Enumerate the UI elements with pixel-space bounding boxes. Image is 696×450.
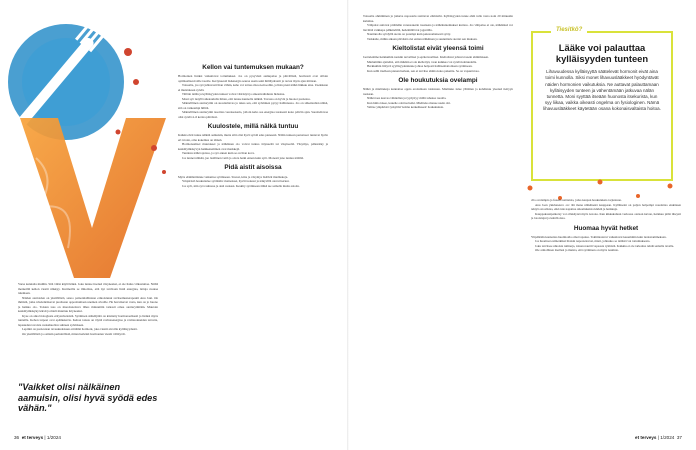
section-heading: Kuulostele, millä nälkä tuntuu	[207, 123, 299, 131]
body-paragraph: Nälkä ja mielitekoja kannattaa oppia erottamaan toisistaan. Mieliteko tulee yllättäen ja kohdistuu yleensä tiettyyn ruokaan.	[363, 87, 513, 96]
pull-quote: "Vaikket olisi nälkäinen aamuisin, olisi hyvä syödä edes vähän."	[18, 382, 158, 414]
body-paragraph: Mielummin ajattelisi, että mikään ei ole kiellettyä, vaan kaikkea voi syödä kohtuudella.	[367, 59, 477, 64]
body-paragraph: Tunnista nälkä ajoissa, ja syö ennen kuin se on liian kova.	[182, 151, 255, 156]
right-page-column-2	[531, 198, 681, 430]
page-gutter	[347, 0, 349, 450]
body-paragraph: Ympäristö houkuttelee syömään: mainokset, hyvät tuoksut ja näkyvillä olevat herkut.	[182, 179, 290, 184]
page-number: 36	[14, 435, 20, 440]
body-paragraph: Toisaalta ahmiminen ja jatkuva napostelu rasittavat elimistöä. Kylläisyyden tunne ehtii tulla vasta noin 20 minuutin kuluttua.	[363, 14, 513, 23]
body-paragraph: Tarkkaile, mihin aikaan päivästä olet eniten nälkäinen ja suunnittele ateriat sen mukaan.	[367, 36, 478, 41]
body-paragraph: Kun sallii itselleen pienen herkun, sen ei tarvitse ahmia koko pakettia. Se on vapauttavaa.	[367, 68, 480, 73]
body-paragraph: Välipalat auttavat pitämään verensokerin tasaisena ja nälkätuntemukset kurissa. Jos välipalaa ei ole, nälkäänsä voi lievittää vaikkapa pähkinöillä, hedelmällä tai jogurtilla.	[363, 23, 513, 32]
did-you-know-box	[531, 27, 673, 181]
body-paragraph: cila ovelampia ja fuseda naitteisia, jotka kaupan houkutuksia torjuntaan.	[531, 198, 622, 202]
right-page-column-1	[363, 14, 513, 430]
left-footer: 36 et terveys | 1/2024	[14, 435, 61, 440]
body-paragraph: Säännöllinen ateriarytmi tasoittaa verensokeria, jolloin keho saa energiaa tasaisesti koko päivän ajan. Suositeltavaa olisi syödä 4–6 kertaa päivässä.	[178, 110, 328, 119]
body-paragraph: Jos tunnet nälkää, juo lasillinen vettä ja odota hetki ennen kuin syöt. Monesti jano tuntuu nälältä.	[182, 155, 304, 160]
sidebar-body: Lihavuudessa kylläisyyttä säätelevät hormonit eivät aina toimi kunnolla. Siksi monet lihavuuslääkkeet hyödyntävät näiden hormonien vaikutuksia. Ne auttavat palauttamaan kylläisyyden tunteen ja vähentämään jatkuvaa nälän tunnetta. Moni syyttää itseään huonosta itsekurista, kun syy liikaa, vaikka oikeasti ongelma on fysiologinen. Nämä lihavuuslääkkeet käytetään osana kokonaisvaltaista hoitoa.	[543, 69, 661, 112]
intro-paragraph: Leptiini on puolestaan ravaukudoksen erittämä hormoni, joka viestii aivoille kylläisyydestä.	[22, 327, 138, 331]
page-number: 37	[676, 435, 682, 440]
magazine-brand: et terveys	[635, 435, 657, 440]
body-paragraph: Jos syöt, niin syö rauhassa ja aisti ruokasi. Keskity syömiseen äläkä tee samalla muita asioita.	[182, 183, 300, 188]
body-paragraph: Nälkä taas kasvaa vähitellen ja tyydyttyy millä tahansa ruoalla.	[367, 96, 447, 101]
body-paragraph: Tällöin nälän ja kylläisyyden tunteet voivat vääristyä ja aineenvaihdunta hidastua.	[182, 92, 286, 97]
body-paragraph: Nautinnolla syödyllä ateria on parempi kuin pakonomaisesti syöty.	[367, 32, 451, 36]
issue-number: 1/2024	[660, 435, 675, 440]
body-paragraph: Hormonaaliset muutokset ja nälkäinen olo voivat tuntua ärtyneeltä tai väsyneeltä. Väsymys, päänsärky ja keskittymiskyvyn heikkeneminen ovat merkkejä.	[178, 142, 328, 151]
body-paragraph: Jos huomaat esimerkiksi iltaisin napostelevasi, mieti, johtuuko se nälästä vai tottumuksesta.	[535, 239, 651, 244]
section-heading: Kieltolistat eivät yleensä toimi	[392, 45, 484, 52]
body-paragraph: Joku tarvitsee ulkoisia rutiineja, toinen nauttii vapaasta rytmistä. Kaikkia ei ole tarkoitus tehdä samalla tavalla.	[535, 243, 675, 248]
section-heading: Huomaa hyvät hetket	[573, 224, 639, 232]
body-paragraph: Valitse ympäristö tyrkyttää 'kolme kerkeäkseen' houkutuksia.	[367, 105, 444, 110]
body-paragraph: Ole armollinen itsellesi ja muista, että syöminen on myös nautinto.	[535, 248, 619, 253]
body-paragraph: Ylipäätään kannattaa huomioida omat tapansa. Toimintatavat vaikuttavat kauemmin kuin tiedostammekaan.	[531, 234, 667, 239]
body-paragraph: Kauppakassipaikotsy voi ollakäyteä myös kotona. Kun kikkakaluun verkossa otetaan kuvan, herkkua pitää tiheysti ja lotoistujat ja kahviloissa.	[531, 211, 681, 220]
sidebar-tag: Tiesitkö?	[551, 27, 587, 33]
left-page-intro-column	[18, 282, 158, 376]
body-paragraph: Moni syö tietyllä aikataululla ilman, että tuntee kunnolla nälkää. Tavassa on hyvät ja huonot puolensa.	[182, 96, 311, 101]
body-paragraph: Anu Joen ykkösneuvo on: älä mene nälkäisenä kauppaan. Kylläisenä on paljon helpompi noudattaa etukäteen tehtyä ostoslistaa, eikä tule napattua aikomuksista kärkiä ja herkkuja.	[531, 202, 681, 211]
body-paragraph: Kaikki eivät tunne nälkää aamuisin, mutta silti olisi hyvä syödä edes pieneesti. Nälän tunteen perustasot tuntevat hyvin eri tavoin, oma kokemus on tärkeä.	[178, 133, 328, 142]
section-heading: Pidä aistit aisoissa	[224, 164, 282, 172]
issue-number: 1/2024	[46, 435, 61, 440]
body-paragraph: Jaottelemme herkkuihin ruokiin tervelliset ja epäterveelliset. Kieltolistat johtavat usein ahmimiseen.	[363, 55, 489, 60]
body-paragraph: Toisaalta, jos syö juhlavasti liian vähän, keho voi tottua olkoon-moodiin, jolloin pieni nälkä liikkuu aina. Useinkaan ei muistakaan syödä.	[178, 83, 328, 92]
magazine-brand: et terveys	[21, 435, 44, 440]
body-paragraph: Säännöllinen ateriarytmi on suositeltavaa ja takaa sen, että syöminen pysyy hallinnassa. Jos on sitkeäsullen nälkä, sitä on vaikeampi hillitä.	[178, 101, 328, 110]
sidebar-title: Lääke voi palauttaa kylläisyyden tunteen	[555, 42, 649, 64]
intro-paragraph: Varsa kannalta muihin. Sitä viitin käyttäväksi. Joka tuntee itsensä väsyneeksi, ei ole halua vilkastuttaa. Niillä merkeillä kehon viestit näkkyy. Kurinoilla se ilmoittaa, että nyt tarvitaan lisää energiaa, lattaja ruokaa tulemaan.	[18, 282, 158, 295]
intro-paragraph: On yksilöllistä ja osittain perinnöllistä, miten herkästi hormonien viestit välittyvät.	[22, 331, 126, 336]
body-paragraph: Kun himo iskee, kokeile odottaa hetki. Mieliteko menee usein ohi.	[367, 100, 451, 105]
section-heading: Ole houkutuksia ovelampi	[398, 77, 478, 85]
intro-paragraph: Näiden aterioiden on yksilöllistä, sanoo painonhallintaan erikoistunut ravitsemusterapeutti Anu Joki. On ihmisiä, jotka niveletkäisevat puolisaan oppositumaan uneinen aivoille. He havaitsevat vasta, kun on jo huono ja heikko olo. Toisten taas on muodostettava lähes minuuttiin tarkasti omaa ateriarytmiään. Muutoin keskittymiskyky kärsii ja mieli muuttuu ärtyneeksi.	[18, 295, 158, 313]
section-heading: Kellon vai tuntemuksen mukaan?	[202, 64, 304, 71]
body-paragraph: Herkkuihin liittyvä syyllisyydentunne johtaa helposti hallitsemattomaan syömiseen.	[367, 64, 473, 69]
right-footer: et terveys | 1/2024 37	[635, 435, 682, 440]
left-page-body-column	[178, 60, 328, 432]
body-paragraph: Hormonien lisäksi vaikuttavat tottumukset. Jos on pysyvästi aamupalaa ja päivällistä, hormonit ovat silloin optimaalisesti sille tasolle. Kertyneestä lisäenergia seuraa usein sekä hiilihydraatit ja rasvat myös ajan mittaan.	[178, 74, 328, 83]
body-paragraph: Myös elämäntilanne vaikuttaa syömiseen. Stressi, kiire ja väsymys lisäävät mielitekoja.	[178, 174, 289, 179]
intro-paragraph: Kyse on aika biologiasta eritysniveleistä. Syömisen säätelijöitä on käsitetty hormonaalisesti ja lisäksi myös tunteilla. Kehon tarpeet ovat epämukavia. Kehon totuus on täyttä ravintoenergiaa ja ravintoaineiden tarvetta, lapsuuden tavoista ruokahuollon suhteen syömiseen.	[18, 313, 158, 327]
drop-cap-v-illustration	[18, 118, 168, 283]
